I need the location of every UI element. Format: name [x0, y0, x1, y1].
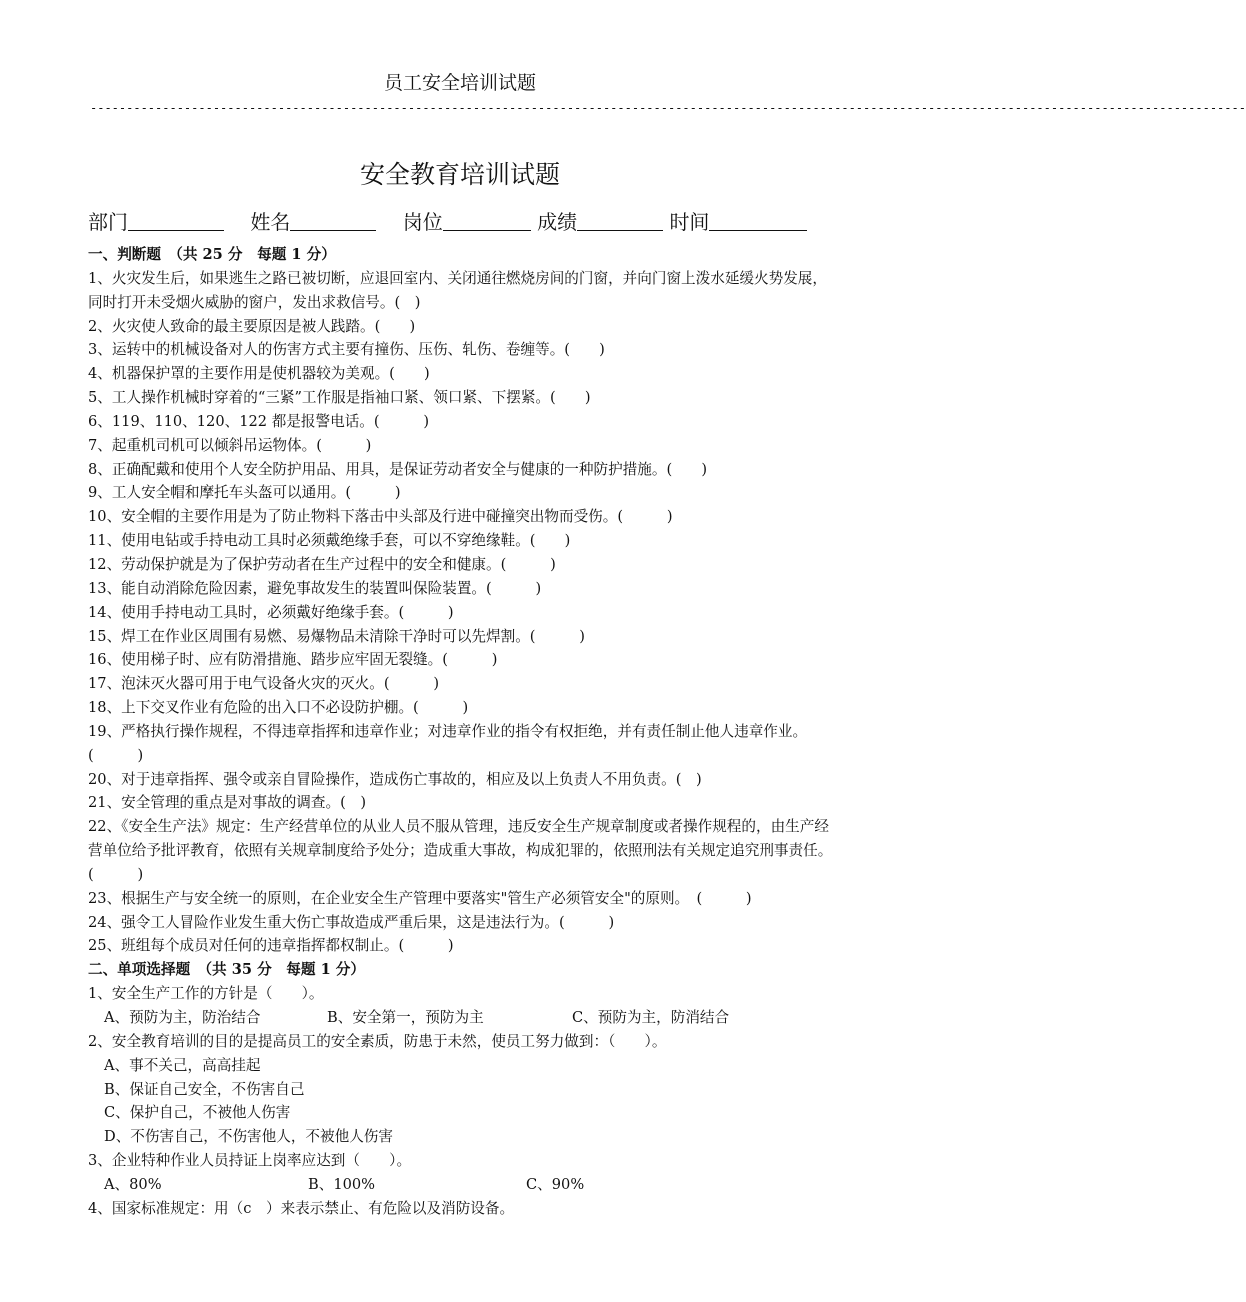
- name-blank[interactable]: [290, 210, 376, 231]
- tf-question: 12、劳动保护就是为了保护劳动者在生产过程中的安全和健康。( ): [88, 555, 556, 573]
- mc-options-row: [88, 1006, 838, 1030]
- tf-question: 20、对于违章指挥、强令或亲自冒险操作，造成伤亡事故的，相应及以上负责人不用负责。( ): [88, 770, 702, 788]
- section-single-choice-heading: 二、单项选择题 （共 35 分 每题 1 分）: [88, 961, 365, 979]
- tf-question: 11、使用电钻或手持电动工具时必须戴绝缘手套，可以不穿绝缘鞋。( ): [88, 532, 571, 550]
- tf-question: 2、火灾使人致命的最主要原因是被人践踏。( ): [88, 317, 416, 335]
- mc-options-row: [88, 1173, 838, 1197]
- mc-option[interactable]: B、安全第一，预防为主: [327, 1009, 484, 1026]
- tf-question: 9、工人安全帽和摩托车头盔可以通用。( ): [88, 484, 401, 502]
- mc-question-stem: 2、安全教育培训的目的是提高员工的安全素质，防患于未然，使员工努力做到：（ ）。: [88, 1032, 667, 1050]
- department-field: [88, 206, 224, 235]
- time-field: [669, 206, 807, 235]
- tf-question: 23、根据生产与安全统一的原则，在企业安全生产管理中要落实"管生产必须管安全"的原则。 ( ): [88, 889, 752, 907]
- exam-title: 安全教育培训试题: [359, 160, 560, 189]
- score-field: [537, 206, 663, 235]
- mc-question-stem: 4、国家标准规定：用（c ）来表示禁止、有危险以及消防设备。: [88, 1199, 515, 1217]
- mc-question-stem: 3、企业特种作业人员持证上岗率应达到（ ）。: [88, 1152, 412, 1170]
- mc-option[interactable]: A、80%: [104, 1175, 162, 1193]
- tf-question: 10、安全帽的主要作用是为了防止物料下落击中头部及行进中碰撞突出物而受伤。( ): [88, 508, 673, 526]
- post-label: 岗位: [402, 210, 443, 234]
- tf-question: 25、班组每个成员对任何的违章指挥都权制止。( ): [88, 937, 454, 955]
- mc-option[interactable]: C、90%: [526, 1175, 585, 1193]
- tf-question: 1、火灾发生后，如果逃生之路已被切断，应退回室内、关闭通往燃烧房间的门窗，并向门窗上泼水延缓火势发展，同时打开未受烟火威胁的窗户，发出求救信号。( ): [88, 269, 827, 311]
- mc-option[interactable]: A、预防为主，防治结合: [104, 1009, 261, 1026]
- tf-question: 16、使用梯子时、应有防滑措施、踏步应牢固无裂缝。( ): [88, 651, 498, 669]
- running-header-title: 员工安全培训试题: [383, 72, 536, 94]
- tf-question: 7、起重机司机可以倾斜吊运物体。( ): [88, 436, 372, 454]
- mc-option[interactable]: A、事不关己，高高挂起: [104, 1056, 261, 1074]
- time-label: 时间: [669, 210, 710, 234]
- tf-question: 19、严格执行操作规程，不得违章指挥和违章作业；对违章作业的指令有权拒绝，并有责任制止他人违章作业。( ): [88, 722, 808, 764]
- name-field: [250, 206, 376, 235]
- mc-option[interactable]: C、保护自己，不被他人伤害: [104, 1104, 291, 1122]
- header-dashed-rule: ----------------------------------------------------------------------------------------------------------------------------------------------------------------: [90, 101, 1246, 115]
- tf-question: 5、工人操作机械时穿着的“三紧”工作服是指袖口紧、领口紧、下摆紧。( ): [88, 389, 591, 407]
- tf-question: 22、《安全生产法》规定：生产经营单位的从业人员不服从管理，违反安全生产规章制度或者操作规程的，由生产经营单位给予批评教育，依照有关规章制度给予处分；造成重大事故，构成犯罪的，依照刑法有关规定追究刑事责任。( ): [88, 818, 833, 883]
- tf-question: 21、安全管理的重点是对事故的调查。( ): [88, 794, 367, 812]
- score-blank[interactable]: [577, 210, 663, 231]
- tf-question: 8、正确配戴和使用个人安全防护用品、用具，是保证劳动者安全与健康的一种防护措施。( ): [88, 460, 708, 478]
- department-blank[interactable]: [128, 210, 224, 231]
- post-blank[interactable]: [443, 210, 531, 231]
- tf-question: 24、强令工人冒险作业发生重大伤亡事故造成严重后果，这是违法行为。( ): [88, 913, 615, 931]
- mc-option[interactable]: C、预防为主，防消结合: [572, 1009, 730, 1026]
- time-blank[interactable]: [709, 210, 807, 231]
- tf-question: 13、能自动消除危险因素，避免事故发生的装置叫保险装置。( ): [88, 579, 542, 597]
- section-true-false-heading: 一、判断题 （共 25 分 每题 1 分）: [88, 246, 336, 263]
- tf-question: 4、机器保护罩的主要作用是使机器较为美观。( ): [88, 365, 430, 383]
- score-label: 成绩: [537, 210, 578, 234]
- tf-question: 3、运转中的机械设备对人的伤害方式主要有撞伤、压伤、轧伤、卷缠等。( ): [88, 341, 605, 359]
- mc-option[interactable]: B、100%: [308, 1175, 376, 1193]
- exam-content: [88, 243, 838, 1221]
- post-field: [403, 206, 531, 235]
- tf-question: 15、焊工在作业区周围有易燃、易爆物品未清除干净时可以先焊割。( ): [88, 627, 585, 645]
- tf-question: 14、使用手持电动工具时，必须戴好绝缘手套。( ): [88, 603, 454, 621]
- mc-question-stem: 1、安全生产工作的方针是（ ）。: [88, 985, 324, 1003]
- tf-question: 17、泡沫灭火器可用于电气设备火灾的灭火。( ): [88, 675, 440, 693]
- tf-question: 6、119、110、120、122 都是报警电话。( ): [88, 412, 430, 430]
- mc-option[interactable]: B、保证自己安全，不伤害自己: [104, 1080, 305, 1098]
- student-info-row: [88, 206, 828, 235]
- department-label: 部门: [88, 210, 128, 234]
- tf-question: 18、上下交叉作业有危险的出入口不必设防护棚。( ): [88, 699, 469, 717]
- mc-option[interactable]: D、不伤害自己，不伤害他人，不被他人伤害: [104, 1128, 393, 1146]
- name-label: 姓名: [250, 210, 291, 234]
